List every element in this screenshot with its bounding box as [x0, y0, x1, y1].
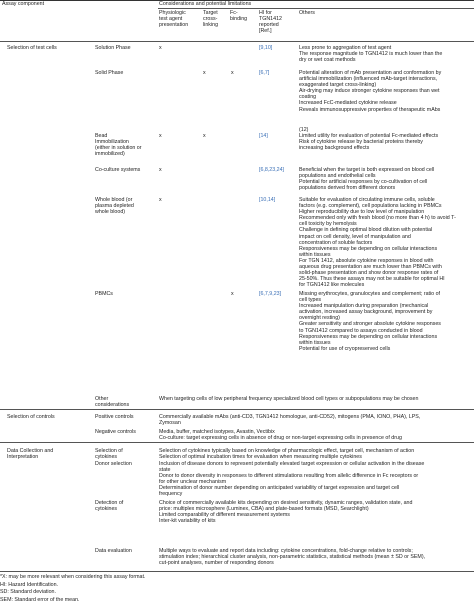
- physio-mark: x: [159, 45, 162, 51]
- row-name: Bead Immobilization (either in solution or immobilized): [95, 133, 142, 158]
- data-row-others: Inclusion of disease donors to represent potentially elevated target expression or cellular activation in the disease state Donor to donor diversity in responses to different stimulations resulting from allelic difference in Fc receptors or for other unclear mechanism Determination of donor number depending on anticipated variability of target expression and target cell frequency: [159, 461, 425, 498]
- footnote-x: *X: may be more relevant when considering this assay format.: [0, 574, 146, 580]
- section-data-collection: Data Collection and Interpretation: [7, 448, 54, 461]
- physio-mark: x: [159, 167, 162, 173]
- header-considerations: Considerations and potential limitations: [159, 0, 252, 7]
- section-selection-test-cells: Selection of test cells: [7, 45, 57, 51]
- data-row-name: Data evaluation: [95, 548, 132, 554]
- row-name: Solution Phase: [95, 45, 131, 51]
- row-others: Beneficial when the target is both expressed on blood cell populations and endothelial cells Potential for artificial responses by co-cultivation of cell populations derived from different donors: [299, 167, 435, 192]
- control-name: Positive controls: [95, 414, 134, 420]
- table-bottom-rule: [0, 571, 474, 572]
- row-ref: [6,7]: [259, 70, 270, 76]
- row-name: Other considerations: [95, 396, 130, 409]
- header-others: Others: [299, 10, 315, 16]
- row-others: (12) Limited utility for evaluation of potential Fc-mediated effects Risk of cytokine release by bacterial proteins thereby increasing background effects: [299, 127, 439, 152]
- control-others: Media, buffer, matched isotypes, Avastin, Vectibix Co-culture: target expressing cells in absence of drug or non-target expressing cells in presence of drug: [159, 429, 402, 442]
- physio-mark: x: [159, 133, 162, 139]
- data-row-name: Donor selection: [95, 461, 132, 467]
- header-hi-tgn1412: HI for TGN1412 reported [Ref.]: [259, 10, 282, 35]
- header-group-rule: [158, 8, 474, 9]
- row-ref: [14]: [259, 133, 268, 139]
- row-ref: [6,8,23,24]: [259, 167, 285, 173]
- section-selection-controls: Selection of controls: [7, 414, 55, 420]
- data-row-name: Detection of cytokines: [95, 500, 124, 513]
- row-ref: [10,14]: [259, 197, 276, 203]
- physio-mark: x: [159, 197, 162, 203]
- header-fc-binding: Fc- binding: [230, 10, 248, 23]
- control-others: Commercially available mAbs (anti-CD3, TGN1412 homologue, anti-CD52), mitogens (PMA, IONO, PHA), LPS, Zymosan: [159, 414, 421, 427]
- footnote-sem: SEM: Standard error of the mean.: [0, 596, 80, 603]
- data-row-others: Choice of commercially available kits depending on desired sensitivity, dynamic ranges, validation state, and price: multiplex microsphere (Luminex, CBA) and plate-based formats (MSD, Searchlight) Limited comparability of different measurement systems Inter-kit variability of kits: [159, 500, 413, 525]
- header-bottom-rule: [0, 41, 474, 42]
- row-others: Missing erythrocytes, granulocytes and complement; ratio of cell types Increased manipulation during preparation (mechanical activation, increased assay background, improvement by overnight resting) Greater sensitivity and stronger absolute cytokine responses to TGN1412 compared to assays conducted in blood Responsiveness may be depending on cellular interactions within tissues Potential for use of cryopreserved cells: [299, 291, 441, 352]
- data-row-others: Selection of cytokines typically based on knowledge of pharmacologic effect, target cell, mechanism of action Selection of optimal incubation times for evaluation when measuring multiple cytokines: [159, 448, 415, 461]
- row-others: When targeting cells of low peripheral frequency specialized blood cell types or subpopulations may be chosen: [159, 396, 419, 402]
- row-others: Suitable for evaluation of circulating immune cells, soluble factors (e.g. complement), cell populations lacking in PBMCs Higher reproducibility due to low level of manipulation Recommended only with fresh blood (no more than 4 h) to avoid T- cell toxicity by hemolysis Challenge in defining optimal blood dilution with potential impact on cell density, level of manipulation and concentration of soluble factors Responsiveness may be depending on cellular interactions within tissues For TGN 1412, absolute cytokine responses in blood with aqueous drug presentation are much lower than PBMCs with solid-phase presentation and show donor response rates of 25-50%. Thus these assays may not be suitable for optimal HI for TGN1412 like molecules: [299, 197, 456, 289]
- section2-bottom-rule: [0, 442, 474, 443]
- fc-mark: x: [231, 291, 234, 297]
- footnote-sd: SD: Standard deviation.: [0, 589, 56, 596]
- data-row-others: Multiple ways to evaluate and report data including: cytokine concentrations, fold-change relative to controls; stimulation index; hierarchical cluster analysis, non-parametric statistics, statistical methods (mean ± SD or SEM), cut-point analyses, number of responding donors: [159, 548, 426, 567]
- row-name: Solid Phase: [95, 70, 124, 76]
- row-others: Less prone to aggregation of test agent The response magnitude to TGN1412 is much lower than the dry or wet coat methods: [299, 45, 443, 64]
- data-row-name: Selection of cytokines: [95, 448, 123, 461]
- row-name: Whole blood (or plasma depleted whole blood): [95, 197, 134, 216]
- row-ref: [9,10]: [259, 45, 273, 51]
- footnotes: [0, 574, 145, 604]
- control-name: Negative controls: [95, 429, 136, 435]
- row-ref: [6,7,9,23]: [259, 291, 282, 297]
- row-others: Potential alteration of mAb presentation and conformation by artificial immobilization (influenced mAb-target interactions, exaggerated target cross-linking) Air-drying may induce stronger cytokine responses than wet coating Increased FcC-mediated cytokine release Reveals immunosuppressive properties of therapeutic mAbs: [299, 70, 442, 113]
- header-physiologic: Physiologic test agent presentation: [159, 10, 189, 29]
- row-name: PBMCs: [95, 291, 113, 297]
- row-name: Co-culture systems: [95, 167, 141, 173]
- section1-bottom-rule: [0, 409, 474, 410]
- header-assay-component: Assay component: [2, 0, 45, 7]
- target-mark: x: [203, 70, 206, 76]
- footnote-hi: HI: Hazard Identification.: [0, 581, 58, 588]
- fc-mark: x: [231, 70, 234, 76]
- header-target-crosslinking: Target cross- linking: [203, 10, 219, 29]
- target-mark: x: [203, 133, 206, 139]
